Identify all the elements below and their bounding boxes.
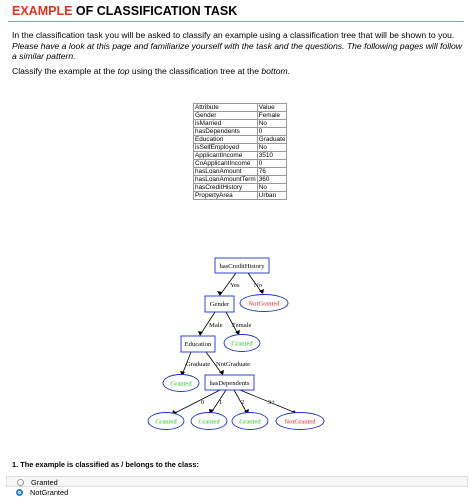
- cell-attribute: isSelfEmployed: [194, 144, 258, 152]
- cell-value: 0: [257, 128, 287, 136]
- table-row: [194, 112, 287, 120]
- edge-label-3plus: 3+: [268, 399, 276, 406]
- question-label: 1. The example is classified as / belongs to the class:: [12, 460, 199, 469]
- leaf-label-granted-4: Granted: [198, 418, 220, 426]
- cell-attribute: hasDependents: [194, 128, 258, 136]
- cell-value: 76: [257, 168, 287, 176]
- leaf-label-granted-3: Granted: [155, 418, 177, 426]
- table-row: [194, 176, 287, 184]
- edge-label-no: No: [254, 282, 263, 289]
- intro-text: [12, 30, 464, 62]
- edge-label-notgraduate: NotGraduate: [216, 361, 251, 368]
- task-top: top: [117, 66, 130, 76]
- edge-label-2: 2: [241, 399, 245, 406]
- table-header-row: [194, 104, 287, 112]
- cell-attribute: isMarried: [194, 120, 258, 128]
- cell-value: 3510: [257, 152, 287, 160]
- cell-value: Female: [257, 112, 287, 120]
- table-row: [194, 136, 287, 144]
- cell-attribute: CoApplicantIncome: [194, 160, 258, 168]
- title-highlight: EXAMPLE: [12, 4, 73, 18]
- cell-value: No: [257, 144, 287, 152]
- table-row: [194, 120, 287, 128]
- leaf-label-notgranted-1: NotGranted: [248, 300, 280, 308]
- cell-value: No: [257, 120, 287, 128]
- cell-attribute: Gender: [194, 112, 258, 120]
- table-row: [194, 152, 287, 160]
- cell-value: Urban: [257, 192, 287, 200]
- attribute-table: [193, 103, 287, 200]
- edge-label-yes: Yes: [230, 282, 240, 289]
- node-label-hasdependents: hasDependents: [209, 380, 250, 387]
- cell-value: 360: [257, 176, 287, 184]
- column-header-attribute: Attribute: [194, 104, 258, 112]
- edge-label-0: 0: [201, 399, 205, 406]
- node-label-education: Education: [184, 341, 212, 348]
- task-bottom: bottom: [261, 66, 288, 76]
- cell-attribute: hasLoanAmountTerm: [195, 176, 256, 183]
- option-label-notgranted[interactable]: NotGranted: [30, 488, 69, 497]
- arrowhead: [217, 291, 222, 296]
- page-title: [12, 4, 237, 18]
- radio-granted[interactable]: [17, 479, 24, 486]
- title-rest: OF CLASSIFICATION TASK: [72, 4, 238, 18]
- task-instruction: [12, 66, 290, 76]
- cell-value: No: [257, 184, 287, 192]
- edge-label-1: 1: [219, 399, 223, 406]
- intro-line-2: Please have a look at this page and familiarize yourself with the task and the questions. The following pages will follow a similar pattern.: [12, 40, 462, 61]
- leaf-label-granted-2: Granted: [170, 380, 192, 388]
- option-notgranted[interactable]: [6, 487, 468, 498]
- cell-attribute: PropertyArea: [194, 192, 258, 200]
- task-text-1: Classify the example at the: [12, 66, 118, 76]
- intro-line-1: In the classification task you will be asked to classify an example using a classification tree that will be shown to you.: [12, 30, 455, 40]
- cell-value: Graduate: [258, 136, 286, 143]
- option-label-granted[interactable]: Granted: [31, 478, 58, 487]
- table-row: [194, 128, 287, 136]
- cell-value: 0: [257, 160, 287, 168]
- option-granted[interactable]: [6, 476, 468, 487]
- task-text-2: using the classification tree at the: [129, 66, 262, 76]
- radio-notgranted-selected[interactable]: [16, 489, 23, 496]
- title-divider: [8, 21, 464, 22]
- cell-attribute: ApplicantIncome: [194, 152, 258, 160]
- cell-attribute: Education: [194, 136, 258, 144]
- column-header-value: Value: [257, 104, 287, 112]
- table-row: [194, 144, 287, 152]
- node-label-root: hasCreditHistory: [219, 263, 265, 270]
- edge-label-female: Female: [232, 322, 252, 329]
- task-text-3: .: [287, 66, 291, 76]
- decision-nodes: [181, 258, 269, 390]
- cell-attribute: hasLoanAmount: [194, 168, 258, 176]
- node-label-gender: Gender: [209, 301, 230, 308]
- table-row: [194, 184, 287, 192]
- table-row: [194, 192, 287, 200]
- edge-label-graduate: Graduate: [186, 361, 211, 368]
- cell-attribute: hasCreditHistory: [194, 184, 258, 192]
- table-row: [194, 160, 287, 168]
- table-row: [194, 168, 287, 176]
- leaf-label-granted-1: Granted: [231, 340, 253, 348]
- classification-tree: [0, 250, 474, 435]
- leaf-label-granted-5: Granted: [239, 418, 261, 426]
- edge-label-male: Male: [209, 322, 223, 329]
- leaf-label-notgranted-2: NotGranted: [284, 418, 316, 426]
